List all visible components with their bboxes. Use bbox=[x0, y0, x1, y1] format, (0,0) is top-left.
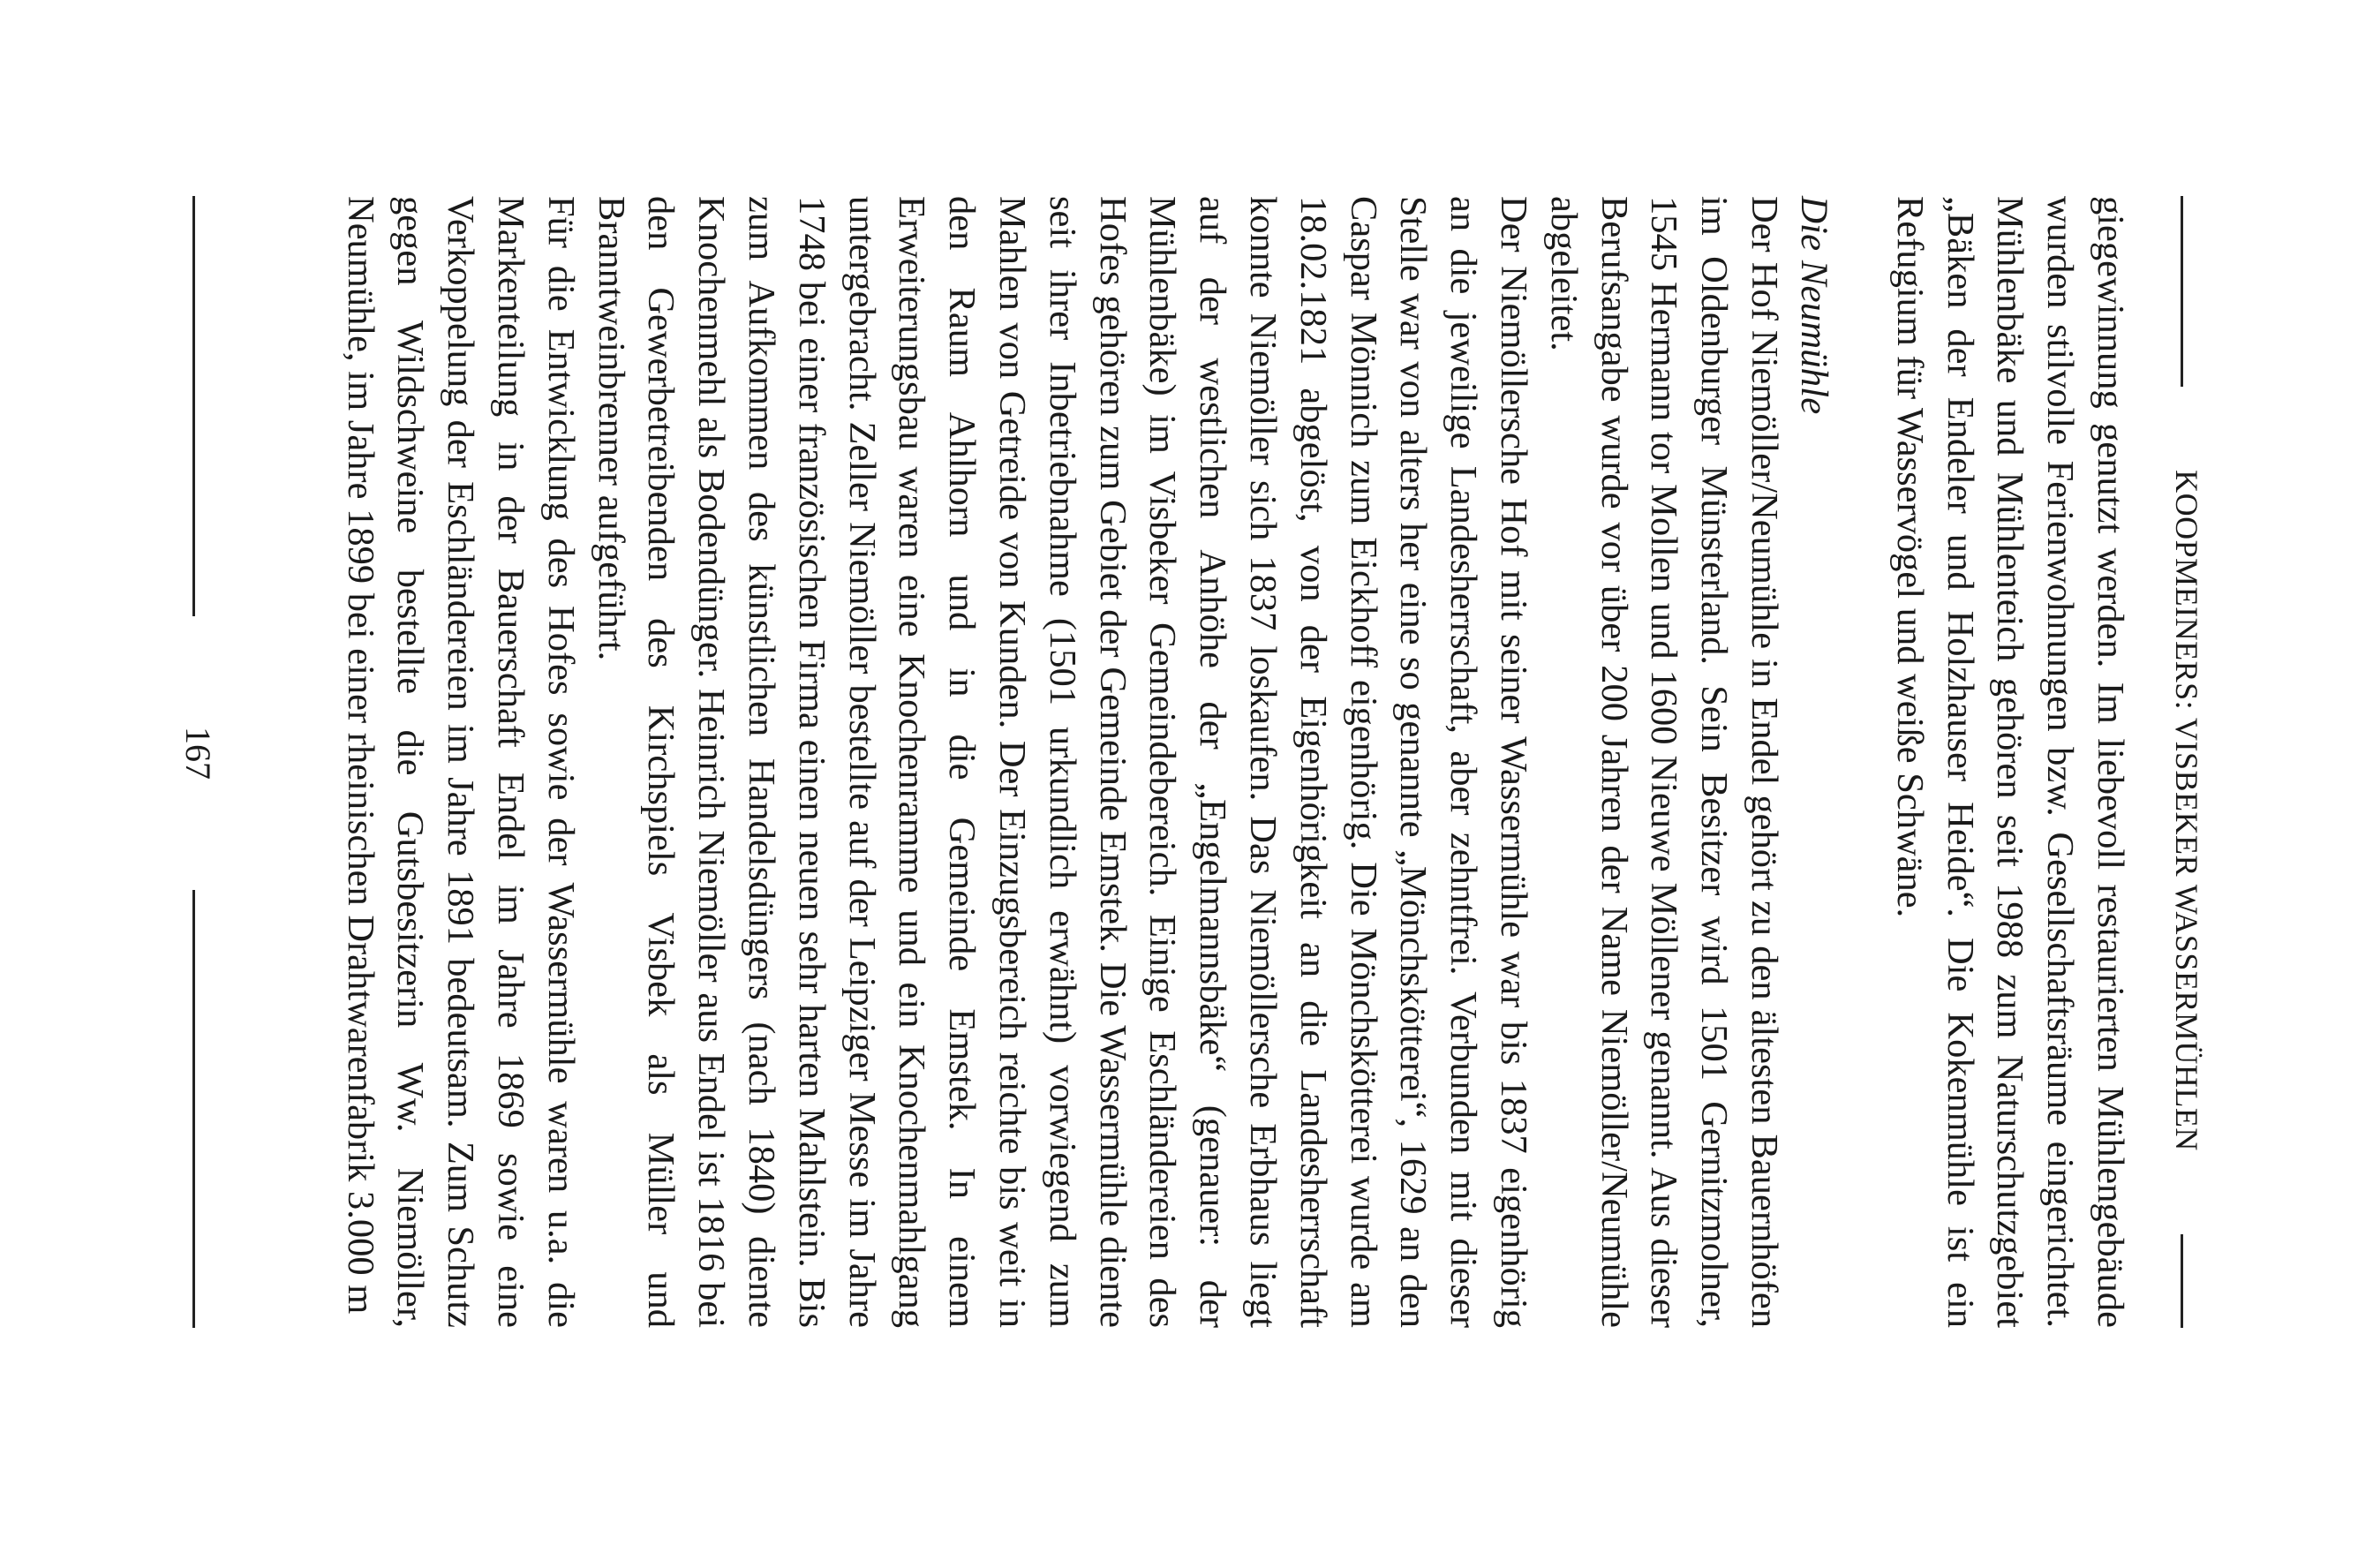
paragraph-3: Für die Entwicklung des Hofes sowie der Wassermühle waren u.a. die Markenteilung in der Bauerschaft Endel im Jahre 1869 sowie eine Verkoppelung der Eschländereien im Jahre 1891 bedeutsam. Zum Schutz gegen Wildschweine bestellte die Gutsbesitzerin Ww. Niemöller, Neumühle, im Jahre 1899 bei einer rheinischen Drahtwarenfabrik 3.000 m bbox=[339, 196, 582, 1328]
body-text bbox=[335, 196, 2135, 1328]
paragraph-2: Der Niemöllersche Hof mit seiner Wassermühle war bis 1837 eigenhörig an die jeweilige Landesherrschaft, aber zehntfrei. Verbunden mit dieser Stelle war von alters her eine so genannte „Mönchskötterei“, 1629 an den Caspar Mönnich zum Eickhoff eigenhörig. Die Mönchskötterei wurde am 18.02.1821 abgelöst, von der Eigenhörigkeit an die Landesherrschaft konnte Niemöller sich 1837 loskaufen. Das Niemöllersche Erbhaus liegt auf der westlichen Anhöhe der „Engelmannsbäke“ (genauer: der Mühlenbäke) im Visbeker Gemeindebereich. Einige Eschländereien des Hofes gehören zum Gebiet der Gemeinde Emstek. Die Wassermühle diente seit ihrer Inbetriebnahme (1501 urkundlich erwähnt) vorwiegend zum Mahlen von Getreide von Kunden. Der Einzugsbereich reichte bis weit in den Raum Ahlhorn und in die Gemeinde Emstek. In einem Erweiterungsbau waren eine Knochenramme und ein Knochenmahlgang untergebracht. Zeller Niemöller bestellte auf der Leipziger Messe im Jahre 1748 bei einer französischen Firma einen neuen sehr harten Mahlstein. Bis zum Aufkommen des künstlichen Handelsdüngers (nach 1840) diente Knochenmehl als Bodendünger. Heinrich Niemöller aus Endel ist 1816 bei den Gewerbetreibenden des Kirchspiels Visbek als Müller und Branntweinbrenner aufgeführt. bbox=[590, 196, 1535, 1328]
footer-rule-left bbox=[192, 196, 195, 616]
intro-paragraph: giegewinnung genutzt werden. Im liebevoll restaurierten Mühlengebäude wurden stilvolle Ferienwohnungen bzw. Gesellschaftsräume eingerichtet. Mühlenbäke und Mühlenteich gehören seit 1988 zum Naturschutzgebiet „Bäken der Endeler und Holzhauser Heide“. Die Kokenmühle ist ein Refugium für Wasservögel und weiße Schwäne. bbox=[1888, 196, 2131, 1328]
section-heading: Die Neumühle bbox=[1793, 196, 1835, 415]
paragraph-1: Der Hof Niemöller/Neumühle in Endel gehört zu den ältesten Bauernhöfen im Oldenburger Münsterland. Sein Besitzer wird 1501 Gernitzmolner, 1545 Hermann tor Mollen und 1600 Nieuwe Möllener genannt. Aus dieser Berufsangabe wurde vor über 200 Jahren der Name Niemöller/Neumühle abgeleitet. bbox=[1542, 196, 1786, 1328]
page-number: 167 bbox=[178, 727, 218, 780]
footer-rule-right bbox=[192, 890, 195, 1328]
running-header: KOOPMEINERS: VISBEKER WASSERMÜHLEN bbox=[2169, 470, 2204, 1151]
header-rule-left bbox=[2181, 196, 2183, 387]
header-rule-right bbox=[2181, 1234, 2183, 1328]
